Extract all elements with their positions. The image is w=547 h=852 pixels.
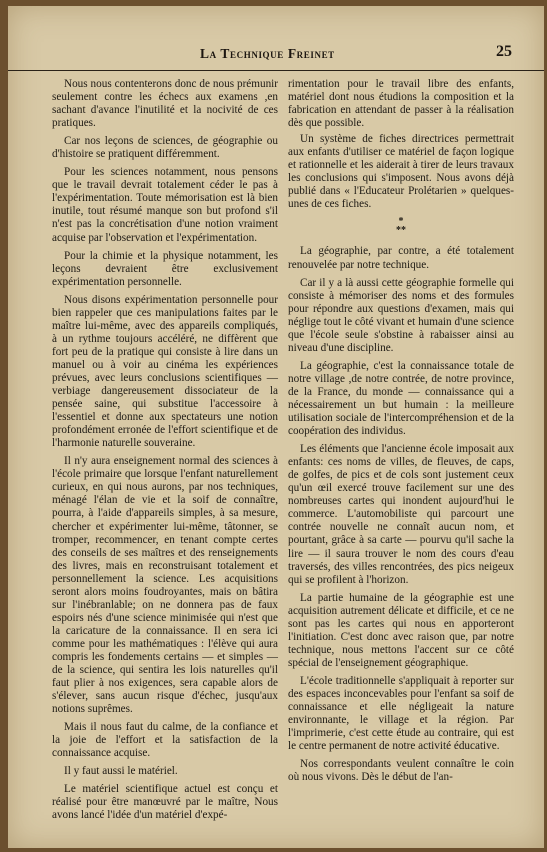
- paragraph: Il n'y aura enseignement normal des sciences à l'école primaire que lorsque l'enfant naturellement curieux, en qui nous aurons, par nos techniques, ménagé l'élan de vie et la soif de connaître, pourra, à l'aide d'appareils simples, à sa mesure, chercher et expérimenter lui-même, tâtonner, se tromper, recommencer, en tenant compte certes des conseils de ses maîtres et des renseignements des livres, mais en reconstruisant totalement et personnellement la science. Les acquisitions seront alors moins foudroyantes, mais on bâtira sur l'inébranlable; on ne donnera pas de faux espoirs nés d'une science minimisée qui n'est que la caricature de la connaissance. Il en sera ici comme pour les mathématiques : l'élève qui aura compris les fondements certains — et simples — de la science, qui sentira les lois naturelles qu'il faut plier à nos exigences, sera capable alors de s'élever, sans aucun risque d'échec, jusqu'aux notions suprêmes.: [52, 455, 278, 716]
- paragraph: Les éléments que l'ancienne école imposait aux enfants: ces noms de villes, de fleuves, de caps, de golfes, de pics et de cols sont justement ceux qu'un œil exercé trouve facilement sur une des nombreuses cartes qui inondent aujourd'hui le commerce. L'automobiliste qui parcourt une contrée nouvelle ne connaît aucun nom, et pourtant, grâce à sa carte — pourvu qu'il sache la lire — il saura trouver le nom des cours d'eau traversés, des villes rencontrées, des pics neigeux qui se profilent à l'horizon.: [288, 443, 514, 586]
- running-header: [8, 42, 544, 71]
- section-separator: [288, 217, 514, 235]
- paragraph: Il y faut aussi le matériel.: [64, 765, 178, 778]
- paragraph: Le matériel scientifique actuel est conçu et réalisé pour être manœuvré par le maître, Nous avons lancé l'idée d'un matériel d'expé-: [52, 783, 278, 822]
- paragraph: Nos correspondants veulent connaître le coin où nous vivons. Dès le début de l'an-: [288, 758, 514, 784]
- paragraph: La géographie, par contre, a été totalement renouvelée par notre technique.: [288, 245, 514, 271]
- paragraph: L'école traditionnelle s'appliquait à reporter sur des espaces inconcevables pour l'enfant sa soif de connaissance et elle négligeait la nature environnante, le village et la région. Par l'imprimerie, c'est cette étude au contraire, qui est le centre permanent de notre activité éducative.: [288, 674, 514, 753]
- paragraph: Car nos leçons de sciences, de géographie ou d'histoire se pratiquent différemment.: [52, 135, 278, 161]
- paragraph: Pour la chimie et la physique notamment, les leçons devraient être exclusivement expérimentation personnelle.: [52, 249, 278, 288]
- page-number: 25: [496, 43, 512, 60]
- left-column: [52, 78, 278, 828]
- paragraph: La partie humaine de la géographie est une acquisition autrement délicate et difficile, et ce ne sont pas les cartes qui nous en apporteront l'initiation. C'est donc avec raison que, par notre technique, nous mettons l'accent sur ce côté spécial de l'enseignement géographique.: [288, 591, 514, 669]
- journal-title: La Technique Freinet: [200, 46, 335, 61]
- document-page: [8, 6, 544, 848]
- separator-star-top: *: [398, 216, 404, 228]
- paragraph: Un système de fiches directrices permettrait aux enfants d'utiliser ce matériel de façon logique et rationnelle et les aiderait à tirer de leurs travaux les conclusions qui s'imposent. Nous avons déjà publié dans « l'Educateur Prolétarien » quelques-unes de ces fiches.: [288, 133, 514, 211]
- right-column: [288, 78, 514, 789]
- paragraph: Pour les sciences notamment, nous pensons que le travail devrait totalement céder le pas à l'expérimentation. Toute mémorisation est là bien inutile, tout résumé manque son but profond s'il n'est pas la concrétisation d'une notion vraiment acquise par l'observation et l'expérimentation.: [52, 166, 278, 244]
- separator-star-bottom: **: [396, 225, 406, 237]
- paragraph: Nous nous contenterons donc de nous prémunir seulement contre les échecs aux examens ,en sachant d'avance l'inutilité et la nocivité de ces pratiques.: [52, 78, 278, 130]
- paragraph: Mais il nous faut du calme, de la confiance et la joie de l'effort et la satisfaction de la connaissance acquise.: [52, 721, 278, 760]
- paragraph: La géographie, c'est la connaissance totale de notre village ,de notre contrée, de notre province, de la France, du monde — connaissance qui a nécessairement un but humain : la meilleure utilisation sociale de l'intercompréhension et de la coopération des individus.: [288, 359, 514, 438]
- paragraph: rimentation pour le travail libre des enfants, matériel dont nous étudions la composition et la fabrication en attendant de passer à la réalisation dès que possible.: [288, 78, 514, 130]
- paragraph: Car il y a là aussi cette géographie formelle qui consiste à mémoriser des noms et des formules pour répondre aux questions d'examen, mais qui néglige tout le côté vivant et humain d'une science que l'école seule s'obstine à rabaisser ainsi au niveau d'une discipline.: [288, 276, 514, 354]
- paragraph: Nous disons expérimentation personnelle pour bien rappeler que ces manipulations faites par le maître lui-même, avec des appareils compliqués, à un rythme toujours accéléré, ne diffèrent que fort peu de la pratique qui consiste à lire dans un manuel ou à voir au cinéma les expériences prévues, avec leurs conclusions scientifiques — verbiage dangereusement dissociateur de la pensée saine, qui substitue l'accessoire à l'essentiel et donne aux spectateurs une notion profondément erronée de l'effort scientifique et de l'harmonie naturelle souveraine.: [52, 293, 278, 450]
